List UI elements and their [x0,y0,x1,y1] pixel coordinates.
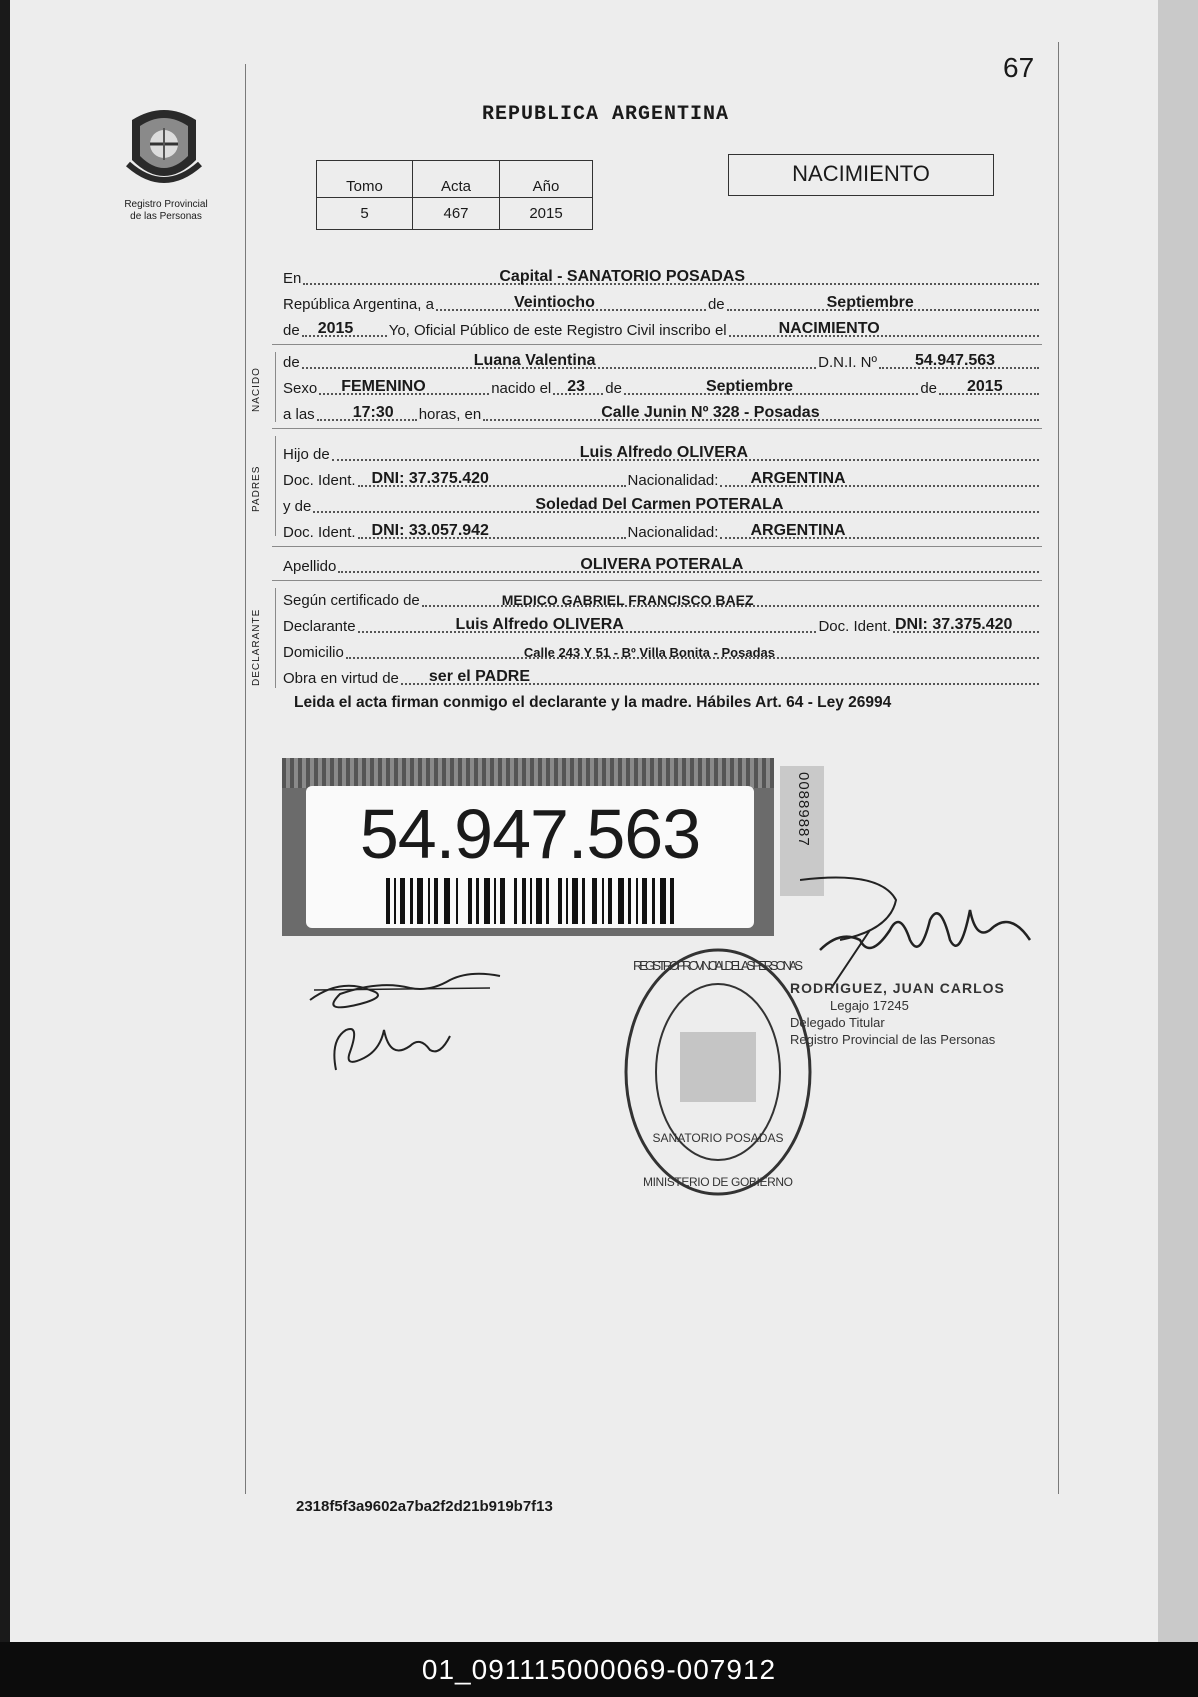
label-de-nombre: de [283,354,300,371]
value-anio-nac: 2015 [967,378,1003,395]
stamp-inner-text: SANATORIO POSADAS [652,1131,784,1145]
value-madre-doc: DNI: 33.057.942 [371,522,489,539]
officer-role: Delegado Titular [790,1015,885,1030]
side-label-nacido: NACIDO [251,367,262,412]
label-domicilio: Domicilio [283,644,344,661]
file-id: 01_091115000069-007912 [421,1654,777,1685]
page-number: 67 [1003,52,1035,83]
value-nombre: Luana Valentina [473,352,596,369]
ref-header-anio: Año [500,161,593,198]
label-de-mes: de [707,296,725,313]
value-mes: Septiembre [826,294,914,311]
value-acto: NACIMIENTO [778,320,880,337]
value-domicilio-nac: Calle Junin Nº 328 - Posadas [601,404,820,421]
document-hash: 2318f5f3a9602a7ba2f2d21b919b7f13 [296,1498,553,1515]
ref-value-acta: 467 [413,198,500,230]
separator [272,428,1042,429]
declarante-bracket [275,588,276,688]
ref-value-tomo: 5 [317,198,413,230]
value-domicilio-decl: Calle 243 Y 51 - Bº Villa Bonita - Posadas [523,645,775,660]
value-anio: 2015 [317,320,354,337]
value-declarante-doc: DNI: 37.375.420 [895,616,1013,633]
row-sexo [283,374,1041,398]
label-en: En [283,270,302,287]
separator [272,546,1042,547]
separator [272,344,1042,345]
dni-sticker [282,758,774,936]
label-obra: Obra en virtud de [283,670,399,687]
value-declarante: Luis Alfredo OLIVERA [455,616,624,633]
label-de-anio-nac: de [920,380,937,397]
value-madre: Soledad Del Carmen POTERALA [535,496,784,513]
row-fecha [283,290,1041,314]
label-nacionalidad-madre: Nacionalidad: [627,524,719,541]
stamp-bottom-text: MINISTERIO DE GOBIERNO [643,1175,793,1189]
label-doc-ident-madre: Doc. Ident. [283,524,356,541]
value-certificado: MEDICO GABRIEL FRANCISCO BAEZ [501,592,754,608]
nacido-bracket [275,352,276,422]
value-obra: ser el PADRE [428,668,530,685]
ref-header-tomo: Tomo [317,161,413,198]
label-de-mes-nac: de [605,380,622,397]
row-anio-acto [283,316,1041,340]
row-padre [283,440,1041,464]
label-de-anio: de [283,322,300,339]
label-horas-en: horas, en [418,406,482,423]
officer-office: Registro Provincial de las Personas [790,1032,996,1047]
label-nacionalidad-padre: Nacionalidad: [627,472,719,489]
value-lugar: Capital - SANATORIO POSADAS [499,268,746,285]
label-nacido-el: nacido el [491,380,552,397]
value-padre: Luis Alfredo OLIVERA [579,444,749,461]
value-dni: 54.947.563 [915,352,996,369]
side-label-declarante: DECLARANTE [251,608,262,686]
barcode-icon [386,878,676,924]
label-dni: D.N.I. Nº [818,354,877,371]
row-nombre [283,348,1041,372]
row-obra [283,664,1041,688]
province-emblem-icon [122,100,206,190]
sticker-serial-number: 00889887 [795,772,812,847]
value-apellido: OLIVERA POTERALA [580,556,744,573]
label-hijo-de: Hijo de [283,446,330,463]
act-type-box: NACIMIENTO [728,154,994,196]
label-republica: República Argentina, a [283,296,434,313]
officer-legajo: Legajo 17245 [830,998,909,1013]
official-stamp-icon [618,942,818,1202]
label-declarante: Declarante [283,618,356,635]
padres-bracket [275,436,276,536]
value-padre-nac: ARGENTINA [750,470,846,487]
sticker-pattern [282,758,774,788]
left-margin-line [245,64,246,1494]
declarant-signature-icon [300,960,510,1080]
file-id-bar [0,1642,1198,1697]
registry-logo [116,100,216,223]
label-doc-ident-padre: Doc. Ident. [283,472,356,489]
label-doc-ident-declarante: Doc. Ident. [818,618,891,635]
ref-value-anio: 2015 [500,198,593,230]
row-apellido [283,552,1041,576]
row-lugar [283,264,1041,288]
officer-name: RODRIGUEZ, JUAN CARLOS [790,980,1005,996]
label-a-las: a las [283,406,315,423]
side-label-padres: PADRES [251,465,262,512]
country-title: REPUBLICA ARGENTINA [482,103,730,126]
label-yo-oficial: Yo, Oficial Público de este Registro Civil inscribo el [388,322,727,339]
row-hora [283,400,1041,424]
value-dia-nac: 23 [567,378,586,395]
label-sexo: Sexo [283,380,318,397]
scan-edge [1158,0,1198,1642]
label-segun-certificado: Según certificado de [283,592,420,609]
stamp-outer-text: REGISTRO PROVINCIAL DE LAS PERSONAS [633,958,803,973]
logo-caption-line1: Registro Provincial [124,199,208,210]
row-certificado [283,586,1041,610]
label-y-de: y de [283,498,312,515]
value-hora: 17:30 [352,404,394,421]
ref-header-acta: Acta [413,161,500,198]
row-madre [283,492,1041,516]
reference-table [316,160,593,230]
value-padre-doc: DNI: 37.375.420 [371,470,489,487]
row-madre-doc [283,518,1041,542]
sticker-dni-number: 54.947.563 [359,795,701,873]
right-margin-line [1058,42,1059,1494]
label-apellido: Apellido [283,558,337,575]
legal-text: Leida el acta firman conmigo el declarante y la madre. Hábiles Art. 64 - Ley 26994 [294,694,892,711]
row-declarante [283,612,1041,636]
separator [272,580,1042,581]
logo-caption-line2: de las Personas [130,211,202,222]
officer-block [790,980,1005,1048]
value-madre-nac: ARGENTINA [750,522,846,539]
row-padre-doc [283,466,1041,490]
value-dia-letras: Veintiocho [513,294,595,311]
value-mes-nac: Septiembre [705,378,794,395]
row-domicilio [283,638,1041,662]
value-sexo: FEMENINO [341,378,426,395]
